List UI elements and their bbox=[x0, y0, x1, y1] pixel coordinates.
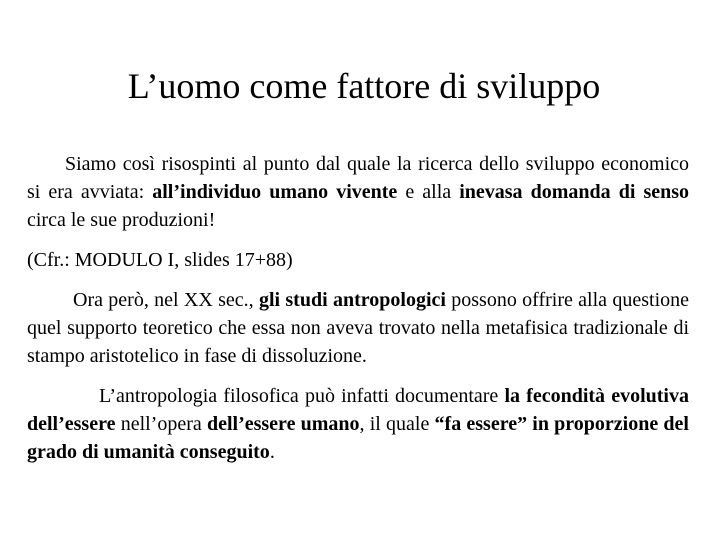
text-span: circa le sue produzioni! bbox=[27, 209, 216, 231]
text-span: possono offrire alla questione quel supporto teoretico che essa non aveva trovato nella metafisica tradizionale di stampo aristotelico in fase di dissoluzione. bbox=[27, 289, 690, 367]
bold-text-span: “fa essere” in proporzione del grado di umanità conseguito bbox=[27, 413, 689, 463]
text-span: , il quale bbox=[359, 413, 435, 435]
slide-body bbox=[27, 150, 689, 466]
bold-text-span: gli studi antropologici bbox=[258, 289, 446, 311]
bold-text-span: all’individuo umano vivente bbox=[152, 181, 398, 203]
bold-text-span: la fecondità evolutiva dell’essere bbox=[27, 385, 689, 435]
paragraph-reference bbox=[27, 246, 689, 274]
text-span: nell’opera bbox=[115, 413, 207, 435]
text-span: Siamo così risospinti al punto dal quale la ricerca dello sviluppo economico si era avviata: bbox=[27, 153, 689, 203]
reference-text: (Cfr.: MODULO I, slides 17+88) bbox=[27, 249, 293, 271]
paragraph-philosophical-anthropology bbox=[27, 382, 689, 466]
bold-text-span: inevasa domanda di senso bbox=[459, 181, 690, 203]
text-span: L’antropologia filosofica può infatti documentare bbox=[99, 385, 505, 407]
text-span: . bbox=[269, 441, 275, 463]
text-span: e alla bbox=[397, 181, 460, 203]
paragraph-anthropological-studies bbox=[27, 286, 689, 370]
text-span: Ora però, nel XX sec., bbox=[73, 289, 259, 311]
paragraph-development-origin bbox=[27, 150, 689, 234]
bold-text-span: dell’essere umano bbox=[206, 413, 360, 435]
slide-title: L’uomo come fattore di sviluppo bbox=[127, 66, 601, 106]
